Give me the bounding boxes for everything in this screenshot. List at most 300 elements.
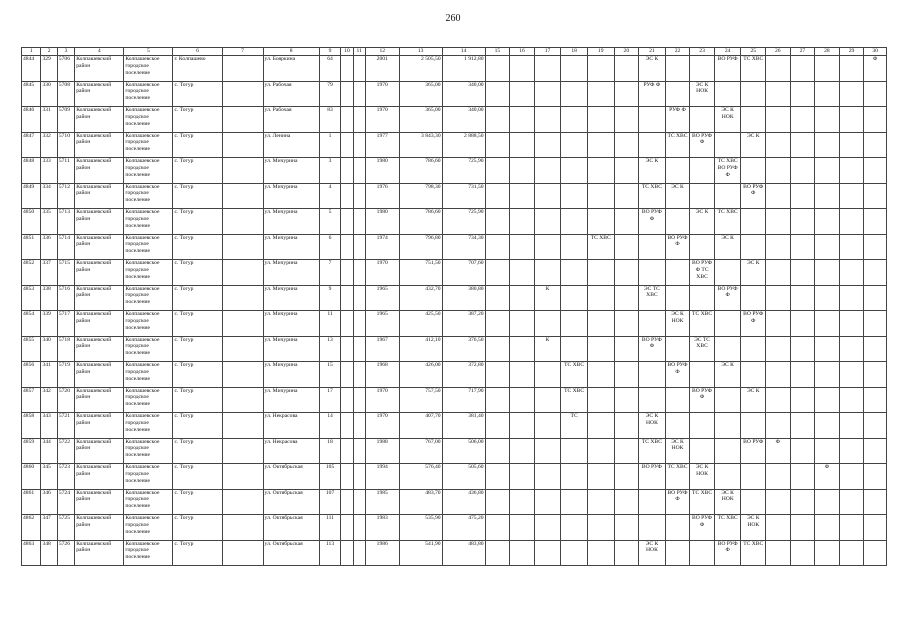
table-cell: ВО РУФ Ф: [639, 336, 666, 362]
table-cell: 339: [41, 311, 57, 337]
table-cell: [353, 56, 365, 82]
table-cell: [815, 260, 840, 286]
table-cell: 7: [319, 260, 340, 286]
table-cell: [510, 81, 535, 107]
table-cell: [839, 387, 864, 413]
table-cell: [485, 234, 510, 260]
table-cell: [485, 413, 510, 439]
table-cell: 1970: [365, 387, 399, 413]
table-cell: [839, 464, 864, 490]
table-cell: [790, 413, 815, 439]
table-cell: ЭС ТС ХВС: [639, 285, 666, 311]
column-number: 5: [124, 48, 173, 56]
column-number: 30: [864, 48, 887, 56]
table-cell: [353, 234, 365, 260]
table-cell: [353, 515, 365, 541]
table-cell: ЭС К: [741, 132, 766, 158]
table-cell: [790, 56, 815, 82]
table-cell: ул. Ленина: [263, 132, 319, 158]
table-cell: [690, 540, 715, 566]
table-cell: ЭС ТС ХВС: [690, 336, 715, 362]
table-cell: 4850: [22, 209, 41, 235]
table-cell: [510, 515, 535, 541]
table-cell: 341: [41, 362, 57, 388]
table-cell: [587, 158, 614, 184]
table-cell: [485, 464, 510, 490]
table-cell: [741, 362, 766, 388]
table-row: [22, 234, 887, 260]
table-cell: ЭС К: [714, 362, 741, 388]
table-cell: [485, 387, 510, 413]
table-cell: 9: [319, 285, 340, 311]
column-number: 23: [690, 48, 715, 56]
table-cell: [839, 438, 864, 464]
table-cell: 483,80: [442, 540, 485, 566]
table-cell: Колпашевское городское поселение: [124, 260, 173, 286]
table-cell: г. Колпашево: [173, 56, 222, 82]
table-cell: 330: [41, 81, 57, 107]
table-cell: 5715: [57, 260, 74, 286]
table-cell: 5726: [57, 540, 74, 566]
table-cell: [222, 81, 263, 107]
table-cell: ТС: [561, 413, 588, 439]
table-cell: 5723: [57, 464, 74, 490]
table-cell: ВО РУФ Ф: [690, 515, 715, 541]
table-cell: [714, 464, 741, 490]
table-cell: Колпашевское городское поселение: [124, 489, 173, 515]
table-cell: 505,60: [442, 464, 485, 490]
table-cell: [790, 311, 815, 337]
table-cell: ЭС К НОК: [639, 413, 666, 439]
table-cell: [864, 81, 887, 107]
table-cell: ВО РУФ Ф: [741, 183, 766, 209]
table-cell: [665, 260, 690, 286]
table-cell: 337: [41, 260, 57, 286]
table-cell: [766, 158, 791, 184]
table-cell: ТС ХВС: [714, 515, 741, 541]
table-cell: [864, 515, 887, 541]
table-cell: [815, 56, 840, 82]
table-cell: [614, 413, 639, 439]
table-cell: [561, 336, 588, 362]
table-cell: [534, 540, 561, 566]
table-cell: [815, 489, 840, 515]
table-cell: 113: [319, 540, 340, 566]
table-cell: [839, 413, 864, 439]
table-cell: [222, 413, 263, 439]
table-cell: [561, 132, 588, 158]
table-cell: [222, 183, 263, 209]
table-cell: [839, 209, 864, 235]
table-cell: [341, 234, 353, 260]
table-cell: ЭС К НОК: [714, 489, 741, 515]
table-cell: [690, 234, 715, 260]
table-cell: [353, 489, 365, 515]
table-cell: [534, 56, 561, 82]
table-cell: [690, 56, 715, 82]
table-cell: [790, 81, 815, 107]
table-cell: Колпашевский район: [75, 285, 124, 311]
table-cell: [561, 81, 588, 107]
column-number: 24: [714, 48, 741, 56]
table-cell: [485, 81, 510, 107]
table-cell: 731,50: [442, 183, 485, 209]
table-row: [22, 464, 887, 490]
table-cell: [766, 362, 791, 388]
table-cell: РУФ Ф: [639, 81, 666, 107]
table-cell: [561, 464, 588, 490]
table-cell: [510, 362, 535, 388]
table-cell: [665, 81, 690, 107]
table-cell: Колпашевский район: [75, 489, 124, 515]
table-cell: 475,20: [442, 515, 485, 541]
table-cell: ул. Некрасова: [263, 438, 319, 464]
table-cell: [341, 413, 353, 439]
table-cell: [614, 285, 639, 311]
table-cell: [353, 158, 365, 184]
column-number: 17: [534, 48, 561, 56]
table-cell: 796,80: [399, 234, 442, 260]
table-cell: 4859: [22, 438, 41, 464]
table-cell: 340,00: [442, 107, 485, 133]
table-cell: [790, 260, 815, 286]
table-cell: [815, 311, 840, 337]
table-cell: [353, 311, 365, 337]
table-cell: [864, 413, 887, 439]
table-cell: РУФ Ф: [665, 107, 690, 133]
table-cell: Колпашевское городское поселение: [124, 336, 173, 362]
table-cell: 333: [41, 158, 57, 184]
table-cell: Колпашевский район: [75, 81, 124, 107]
table-cell: [614, 234, 639, 260]
table-cell: [790, 285, 815, 311]
table-cell: ВО РУФ Ф: [690, 132, 715, 158]
table-cell: с. Тогур: [173, 387, 222, 413]
table-cell: ул. Мичурина: [263, 209, 319, 235]
table-cell: 4853: [22, 285, 41, 311]
table-cell: ЭС К НОК: [639, 540, 666, 566]
table-cell: [341, 438, 353, 464]
table-cell: Колпашевское городское поселение: [124, 515, 173, 541]
table-cell: [864, 311, 887, 337]
table-cell: 340: [41, 336, 57, 362]
table-row: [22, 107, 887, 133]
table-cell: с. Тогур: [173, 107, 222, 133]
table-cell: ул. Октябрьская: [263, 464, 319, 490]
table-cell: 4848: [22, 158, 41, 184]
table-cell: 5: [319, 209, 340, 235]
table-cell: Колпашевский район: [75, 260, 124, 286]
table-row: [22, 183, 887, 209]
column-number: 14: [442, 48, 485, 56]
table-cell: [353, 285, 365, 311]
table-cell: [639, 234, 666, 260]
table-cell: Колпашевское городское поселение: [124, 464, 173, 490]
table-cell: [815, 413, 840, 439]
table-cell: [534, 387, 561, 413]
table-cell: 2 505,50: [399, 56, 442, 82]
table-cell: [690, 413, 715, 439]
table-cell: [766, 56, 791, 82]
table-cell: [614, 183, 639, 209]
column-number: 3: [57, 48, 74, 56]
table-cell: 541,90: [399, 540, 442, 566]
table-cell: [766, 336, 791, 362]
column-number: 18: [561, 48, 588, 56]
table-cell: [534, 158, 561, 184]
table-cell: 4847: [22, 132, 41, 158]
table-cell: ЭС К: [639, 56, 666, 82]
table-cell: 786,60: [399, 158, 442, 184]
table-cell: [766, 387, 791, 413]
table-cell: [587, 413, 614, 439]
table-cell: [741, 107, 766, 133]
table-cell: [790, 438, 815, 464]
column-number: 4: [75, 48, 124, 56]
table-cell: [790, 362, 815, 388]
table-cell: [690, 107, 715, 133]
table-cell: 4856: [22, 362, 41, 388]
table-cell: 5718: [57, 336, 74, 362]
table-cell: [839, 362, 864, 388]
table-cell: [341, 387, 353, 413]
table-cell: с. Тогур: [173, 183, 222, 209]
column-number: 9: [319, 48, 340, 56]
table-cell: [561, 438, 588, 464]
table-cell: [510, 183, 535, 209]
table-cell: ул. Мичурина: [263, 285, 319, 311]
table-cell: 365,00: [399, 81, 442, 107]
table-cell: [534, 183, 561, 209]
table-cell: 4861: [22, 489, 41, 515]
table-cell: [766, 260, 791, 286]
table-cell: ул. Мичурина: [263, 362, 319, 388]
table-cell: [766, 132, 791, 158]
table-cell: 1968: [365, 362, 399, 388]
table-cell: [561, 209, 588, 235]
table-cell: 3 843,30: [399, 132, 442, 158]
table-cell: с. Тогур: [173, 438, 222, 464]
table-cell: [839, 336, 864, 362]
table-cell: Колпашевское городское поселение: [124, 413, 173, 439]
table-cell: [790, 107, 815, 133]
table-cell: [741, 489, 766, 515]
table-row: [22, 515, 887, 541]
table-cell: 348: [41, 540, 57, 566]
table-row: [22, 56, 887, 82]
table-cell: [790, 540, 815, 566]
table-cell: 4857: [22, 387, 41, 413]
table-cell: [222, 515, 263, 541]
table-cell: Колпашевский район: [75, 413, 124, 439]
table-cell: [510, 438, 535, 464]
table-cell: ВО РУФ Ф: [665, 234, 690, 260]
table-cell: [815, 81, 840, 107]
table-cell: с. Тогур: [173, 158, 222, 184]
table-cell: К: [534, 336, 561, 362]
table-cell: с. Тогур: [173, 311, 222, 337]
table-cell: [741, 234, 766, 260]
table-cell: [839, 81, 864, 107]
table-row: [22, 540, 887, 566]
table-cell: [222, 489, 263, 515]
table-cell: [839, 285, 864, 311]
table-cell: 4860: [22, 464, 41, 490]
table-cell: [790, 183, 815, 209]
table-cell: [790, 132, 815, 158]
table-cell: 2001: [365, 56, 399, 82]
table-cell: Колпашевский район: [75, 183, 124, 209]
table-cell: [510, 234, 535, 260]
table-cell: Колпашевское городское поселение: [124, 183, 173, 209]
table-cell: 432,70: [399, 285, 442, 311]
table-cell: ЭС К: [639, 158, 666, 184]
table-cell: [839, 515, 864, 541]
table-cell: 1970: [365, 260, 399, 286]
table-row: [22, 158, 887, 184]
housing-register-table: [21, 47, 887, 566]
table-cell: [864, 387, 887, 413]
table-cell: [665, 540, 690, 566]
table-cell: с. Тогур: [173, 285, 222, 311]
table-row: [22, 362, 887, 388]
table-cell: [534, 438, 561, 464]
column-number-row: [22, 48, 887, 56]
table-cell: [485, 260, 510, 286]
table-cell: [561, 540, 588, 566]
table-cell: 576,40: [399, 464, 442, 490]
table-cell: [741, 158, 766, 184]
table-cell: ТС ХВС: [665, 132, 690, 158]
table-cell: [353, 362, 365, 388]
table-cell: ТС ХВС: [587, 234, 614, 260]
table-cell: [741, 285, 766, 311]
table-cell: [587, 515, 614, 541]
table-cell: 342: [41, 387, 57, 413]
table-cell: [534, 413, 561, 439]
table-cell: 1: [319, 132, 340, 158]
table-cell: 376,50: [442, 336, 485, 362]
table-cell: 3: [319, 158, 340, 184]
table-cell: 535,90: [399, 515, 442, 541]
table-cell: [510, 540, 535, 566]
table-cell: [665, 336, 690, 362]
table-cell: [665, 515, 690, 541]
table-cell: 1974: [365, 234, 399, 260]
table-cell: 5725: [57, 515, 74, 541]
table-cell: [534, 311, 561, 337]
table-cell: 1980: [365, 209, 399, 235]
table-cell: [714, 183, 741, 209]
table-cell: 5713: [57, 209, 74, 235]
table-cell: [714, 438, 741, 464]
table-cell: [714, 336, 741, 362]
table-cell: [839, 540, 864, 566]
table-cell: [222, 387, 263, 413]
column-number: 2: [41, 48, 57, 56]
table-cell: 5717: [57, 311, 74, 337]
table-cell: [222, 56, 263, 82]
table-cell: [341, 336, 353, 362]
table-cell: 1967: [365, 336, 399, 362]
table-cell: 381,40: [442, 413, 485, 439]
table-cell: [587, 81, 614, 107]
table-cell: Ф: [815, 464, 840, 490]
table-cell: 757,50: [399, 387, 442, 413]
table-cell: ул. Рабочая: [263, 81, 319, 107]
table-cell: 5712: [57, 183, 74, 209]
table-cell: 412,10: [399, 336, 442, 362]
table-cell: [222, 260, 263, 286]
table-cell: ул. Мичурина: [263, 183, 319, 209]
table-cell: 111: [319, 515, 340, 541]
table-cell: [839, 107, 864, 133]
table-cell: 1970: [365, 81, 399, 107]
table-cell: [510, 132, 535, 158]
table-row: [22, 81, 887, 107]
table-cell: [353, 540, 365, 566]
table-cell: 64: [319, 56, 340, 82]
table-cell: [766, 540, 791, 566]
table-cell: ВО РУФ Ф: [714, 540, 741, 566]
table-cell: [614, 107, 639, 133]
table-cell: [222, 311, 263, 337]
table-cell: [815, 285, 840, 311]
table-cell: [690, 362, 715, 388]
table-cell: [341, 464, 353, 490]
table-cell: [714, 387, 741, 413]
table-cell: 338: [41, 285, 57, 311]
table-cell: [341, 209, 353, 235]
table-cell: [587, 311, 614, 337]
column-number: 13: [399, 48, 442, 56]
table-cell: 343: [41, 413, 57, 439]
table-cell: [341, 158, 353, 184]
table-cell: [864, 336, 887, 362]
table-cell: [839, 311, 864, 337]
table-cell: [222, 132, 263, 158]
table-cell: 1970: [365, 107, 399, 133]
table-cell: 5708: [57, 81, 74, 107]
table-cell: [534, 362, 561, 388]
table-cell: [766, 81, 791, 107]
table-cell: [485, 107, 510, 133]
table-cell: [766, 209, 791, 235]
table-cell: [561, 311, 588, 337]
table-cell: [614, 132, 639, 158]
table-cell: 436,80: [442, 489, 485, 515]
table-cell: ВО РУФ Ф: [714, 285, 741, 311]
table-cell: 11: [319, 311, 340, 337]
table-cell: [341, 107, 353, 133]
table-cell: 14: [319, 413, 340, 439]
table-cell: 372,80: [442, 362, 485, 388]
table-cell: Колпашевский район: [75, 158, 124, 184]
table-cell: [510, 311, 535, 337]
table-row: [22, 489, 887, 515]
table-cell: [790, 464, 815, 490]
table-cell: 1994: [365, 464, 399, 490]
table-cell: [665, 209, 690, 235]
table-cell: [510, 489, 535, 515]
table-cell: ЭС К НОК: [665, 438, 690, 464]
table-cell: [353, 107, 365, 133]
table-cell: [222, 209, 263, 235]
table-cell: [766, 183, 791, 209]
table-cell: 387,20: [442, 311, 485, 337]
table-cell: [766, 515, 791, 541]
table-cell: ЭС К: [741, 387, 766, 413]
